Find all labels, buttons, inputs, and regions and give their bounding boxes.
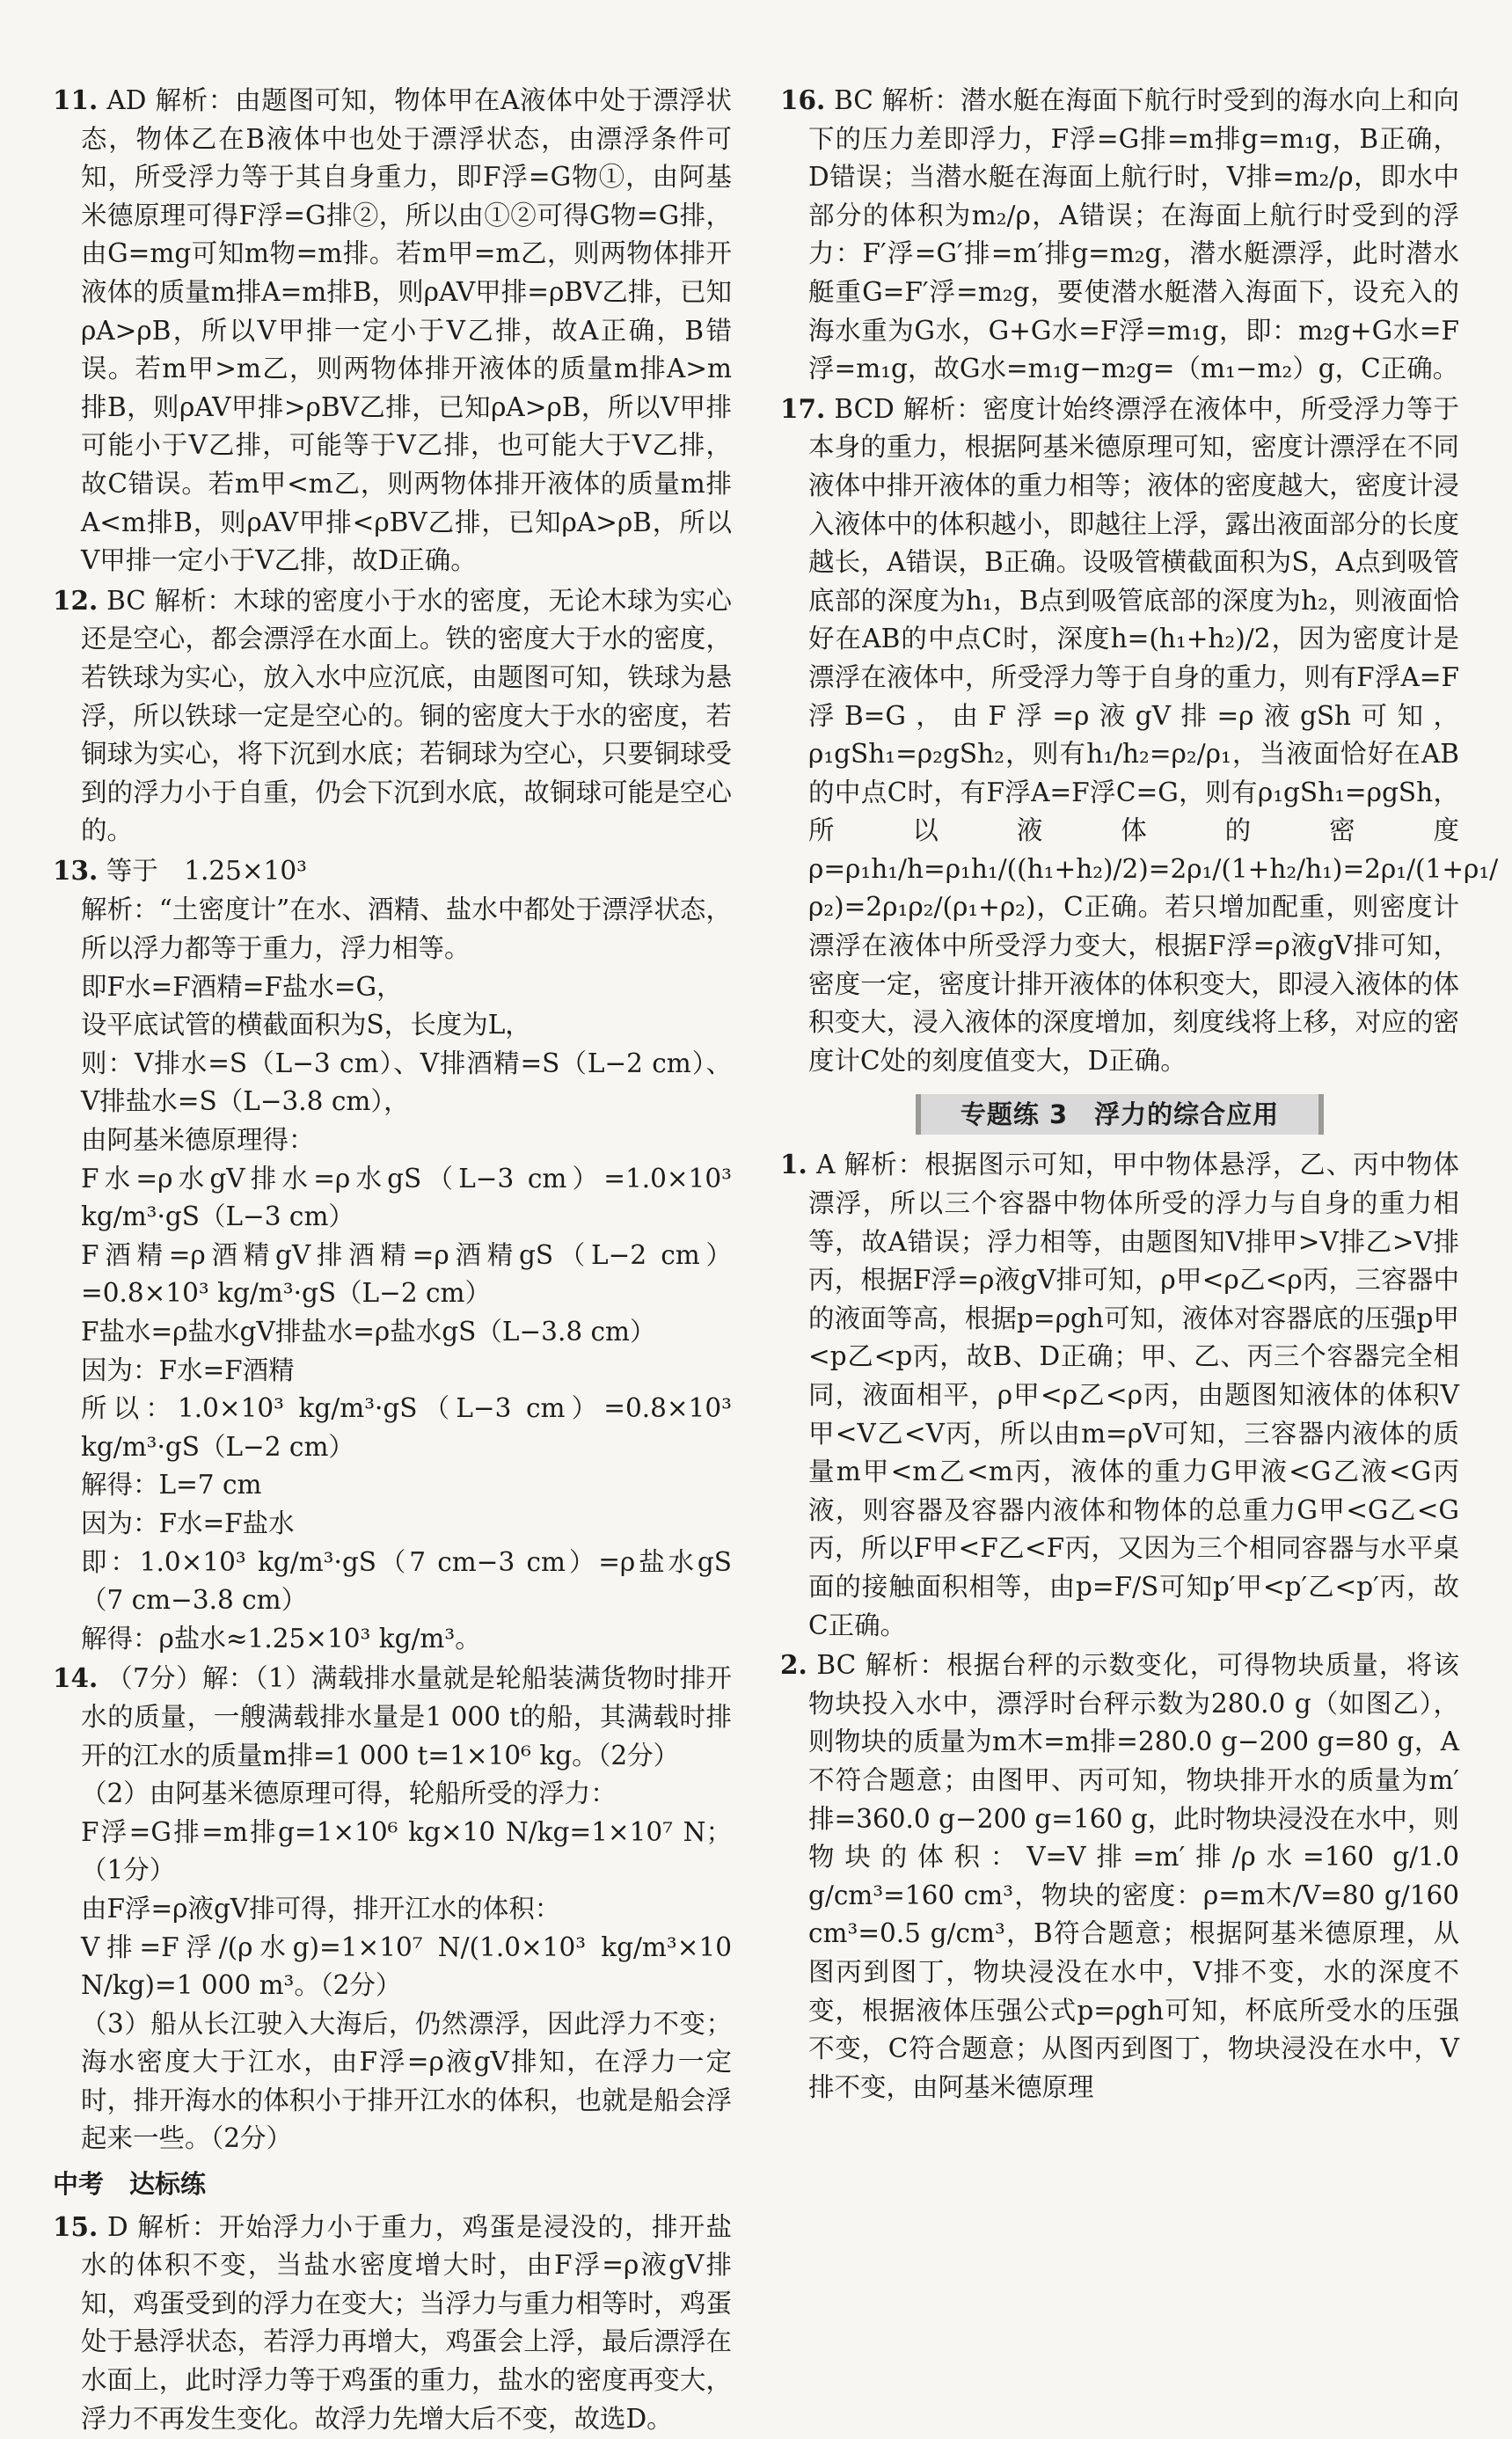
practice-answer-1: [780, 1145, 1459, 1645]
answer-16: [780, 81, 1459, 389]
question-number: 17.: [780, 392, 826, 424]
right-column: [780, 81, 1499, 2107]
question-number: 12.: [53, 584, 99, 616]
answer-text: （7分）解：（1）满载排水量就是轮船装满货物时排开水的质量，一艘满载排水量是1 000 t的船，其满载时排开的江水的质量m排=1 000 t=1×10⁶ kg。（2分） （2）由阿基米德原理可得，轮船所受的浮力： F浮=G排=m排g=1×10⁶ kg×10 N/kg=1×10⁷ N；（1分） 由F浮=ρ液gV排可得，排开江水的体积： V排=F浮/(ρ水g)=1×10⁷ N/(1.0×10³ kg/m³×10 N/kg)=1 000 m³。（2分） （3）船从长江驶入大海后，仍然漂浮，因此浮力不变；海水密度大于江水，由F浮=ρ液gV排知，在浮力一定时，排开海水的体积小于排开江水的体积，也就是船会浮起来一些。（2分）: [81, 1663, 732, 2154]
question-number: 15.: [53, 2210, 99, 2242]
topic-banner: 专题练 3 浮力的综合应用: [916, 1094, 1324, 1135]
answer-text: BC 解析：根据台秤的示数变化，可得物块质量，将该物块投入水中，漂浮时台秤示数为280.0 g（如图乙），则物块的质量为m木=m排=280.0 g−200 g=80 g，A不符合题意；由图甲、丙可知，物块排开水的质量为m′排=360.0 g−200 g=160 g，此时物块浸没在水中，则物块的体积：V=V排=m′排/ρ水=160 g/1.0 g/cm³=160 cm³，物块的密度：ρ=m木/V=80 g/160 cm³=0.5 g/cm³，B符合题意；根据阿基米德原理，从图丙到图丁，物块浸没在水中，V排不变，水的深度不变，根据液体压强公式p=ρgh可知，杯底所受水的压强不变，C符合题意；从图丙到图丁，物块浸没在水中，V排不变，由阿基米德原理: [808, 1650, 1459, 2102]
question-number: 14.: [53, 1662, 99, 1694]
section-heading: 中考 达标练: [53, 2169, 207, 2200]
answer-text: BC 解析：潜水艇在海面下航行时受到的海水向上和向下的压力差即浮力，F浮=G排=m排g=m₁g，B正确，D错误；当潜水艇在海面上航行时，V排=m₂/ρ，即水中部分的体积为m₂/ρ，A错误；在海面上航行时受到的浮力：F′浮=G′排=m′排g=m₂g，潜水艇漂浮，此时潜水艇重G=F′浮=m₂g，要使潜水艇潜入海面下，设充入的海水重为G水，G+G水=F浮=m₁g，即：m₂g+G水=F浮=m₁g，故G水=m₁g−m₂g=（m₁−m₂）g，C正确。: [808, 85, 1460, 384]
question-number: 16.: [780, 84, 826, 115]
answer-text: A 解析：根据图示可知，甲中物体悬浮，乙、丙中物体漂浮，所以三个容器中物体所受的浮力与自身的重力相等，故A错误；浮力相等，由题图知V排甲>V排乙>V排丙，根据F浮=ρ液gV排可知，ρ甲<ρ乙<ρ丙，三容器中的液面等高，根据p=ρgh可知，液体对容器底的压强p甲<p乙<p丙，故B、D正确；甲、乙、丙三个容器完全相同，液面相平，ρ甲<ρ乙<ρ丙，由题图知液体的体积V甲<V乙<V丙，所以由m=ρV可知，三容器内液体的质量m甲<m乙<m丙，液体的重力G甲液<G乙液<G丙液，则容器及容器内液体和物体的总重力G甲<G乙<G丙，所以F甲<F乙<F丙，又因为三个相同容器与水平桌面的接触面积相等，由p=F/S可知p′甲<p′乙<p′丙，故C正确。: [808, 1150, 1459, 1640]
answer-result: 等于 1.25×10³: [106, 855, 307, 886]
answer-text: D 解析：开始浮力小于重力，鸡蛋是浸没的，排开盐水的体积不变，当盐水密度增大时，由F浮=ρ液gV排知，鸡蛋受到的浮力在变大；当浮力与重力相等时，鸡蛋处于悬浮状态，若浮力再增大，鸡蛋会上浮，最后漂浮在水面上，此时浮力等于鸡蛋的重力，盐水的密度再变大，浮力不再发生变化。故浮力先增大后不变，故选D。: [81, 2211, 732, 2434]
answer-17: [780, 390, 1499, 1081]
question-number: 1.: [780, 1149, 807, 1180]
left-column: [53, 81, 732, 2439]
practice-answer-2: [780, 1646, 1459, 2107]
answer-14: [53, 1659, 732, 2158]
answer-11: [53, 81, 732, 581]
answer-text: AD 解析：由题图可知，物体甲在A液体中处于漂浮状态，物体乙在B液体中也处于漂浮状态，由漂浮条件可知，所受浮力等于其自身重力，即F浮=G物①，由阿基米德原理可得F浮=G排②，所以由①②可得G物=G排，由G=mg可知m物=m排。若m甲=m乙，则两物体排开液体的质量m排A=m排B，则ρAV甲排=ρBV乙排，已知ρA>ρB，所以V甲排一定小于V乙排，故A正确，B错误。若m甲>m乙，则两物体排开液体的质量m排A>m排B，则ρAV甲排>ρBV乙排，已知ρA>ρB，所以V甲排可能小于V乙排，可能等于V乙排，也可能大于V乙排，故C错误。若m甲<m乙，则两物体排开液体的质量m排A<m排B，则ρAV甲排<ρBV乙排，已知ρA>ρB，所以V甲排一定小于V乙排，故D正确。: [81, 85, 732, 576]
answer-12: [53, 581, 732, 851]
answer-13-head: [53, 851, 732, 891]
answer-text: BCD 解析：密度计始终漂浮在液体中，所受浮力等于本身的重力，根据阿基米德原理可知，密度计漂浮在不同液体中排开液体的重力相等；液体的密度越大，密度计浸入液体中的体积越小，即越往上浮，露出液面部分的长度越长，A错误，B正确。设吸管横截面积为S，A点到吸管底部的深度为h₁，B点到吸管底部的深度为h₂，则液面恰好在AB的中点C时，深度h=(h₁+h₂)/2，因为密度计是漂浮在液体中，所受浮力等于自身的重力，则有F浮A=F浮B=G，由F浮=ρ液gV排=ρ液gSh可知，ρ₁gSh₁=ρ₂gSh₂，则有h₁/h₂=ρ₂/ρ₁，当液面恰好在AB的中点C时，有F浮A=F浮C=G，则有ρ₁gSh₁=ρgSh，所以液体的密度ρ=ρ₁h₁/h=ρ₁h₁/((h₁+h₂)/2)=2ρ₁/(1+h₂/h₁)=2ρ₁/(1+ρ₁/ρ₂)=2ρ₁ρ₂/(ρ₁+ρ₂)，C正确。若只增加配重，则密度计漂浮在液体中所受浮力变大，根据F浮=ρ液gV排可知，密度一定，密度计排开液体的体积变大，即浸入液体的体积变大，浸入液体的深度增加，刻度线将上移，对应的密度计C处的刻度值变大，D正确。: [808, 393, 1499, 1076]
answer-15: [53, 2208, 732, 2439]
question-number: 2.: [780, 1649, 807, 1681]
question-number: 13.: [53, 854, 99, 886]
answer-text: BC 解析：木球的密度小于水的密度，无论木球为实心还是空心，都会漂浮在水面上。铁的密度大于水的密度，若铁球为实心，放入水中应沉底，由题图可知，铁球为悬浮，所以铁球一定是空心的。铜的密度大于水的密度，若铜球为实心，将下沉到水底；若铜球为空心，只要铜球受到的浮力小于自重，仍会下沉到水底，故铜球可能是空心的。: [81, 585, 732, 846]
answer-13-body: 解析：“土密度计”在水、酒精、盐水中都处于漂浮状态，所以浮力都等于重力，浮力相等。 即F水=F酒精=F盐水=G， 设平底试管的横截面积为S，长度为L， 则：V排水=S（L−3 cm）、V排酒精=S（L−2 cm）、V排盐水=S（L−3.8 cm）， 由阿基米德原理得： F水=ρ水gV排水=ρ水gS（L−3 cm）=1.0×10³ kg/m³·gS（L−3 cm） F酒精=ρ酒精gV排酒精=ρ酒精gS（L−2 cm）=0.8×10³ kg/m³·gS（L−2 cm） F盐水=ρ盐水gV排盐水=ρ盐水gS（L−3.8 cm） 因为：F水=F酒精 所以：1.0×10³ kg/m³·gS（L−3 cm）=0.8×10³ kg/m³·gS（L−2 cm） 解得：L=7 cm 因为：F水=F盐水 即：1.0×10³ kg/m³·gS（7 cm−3 cm）=ρ盐水gS（7 cm−3.8 cm） 解得：ρ盐水≈1.25×10³ kg/m³。: [81, 895, 732, 1654]
question-number: 11.: [53, 84, 99, 115]
